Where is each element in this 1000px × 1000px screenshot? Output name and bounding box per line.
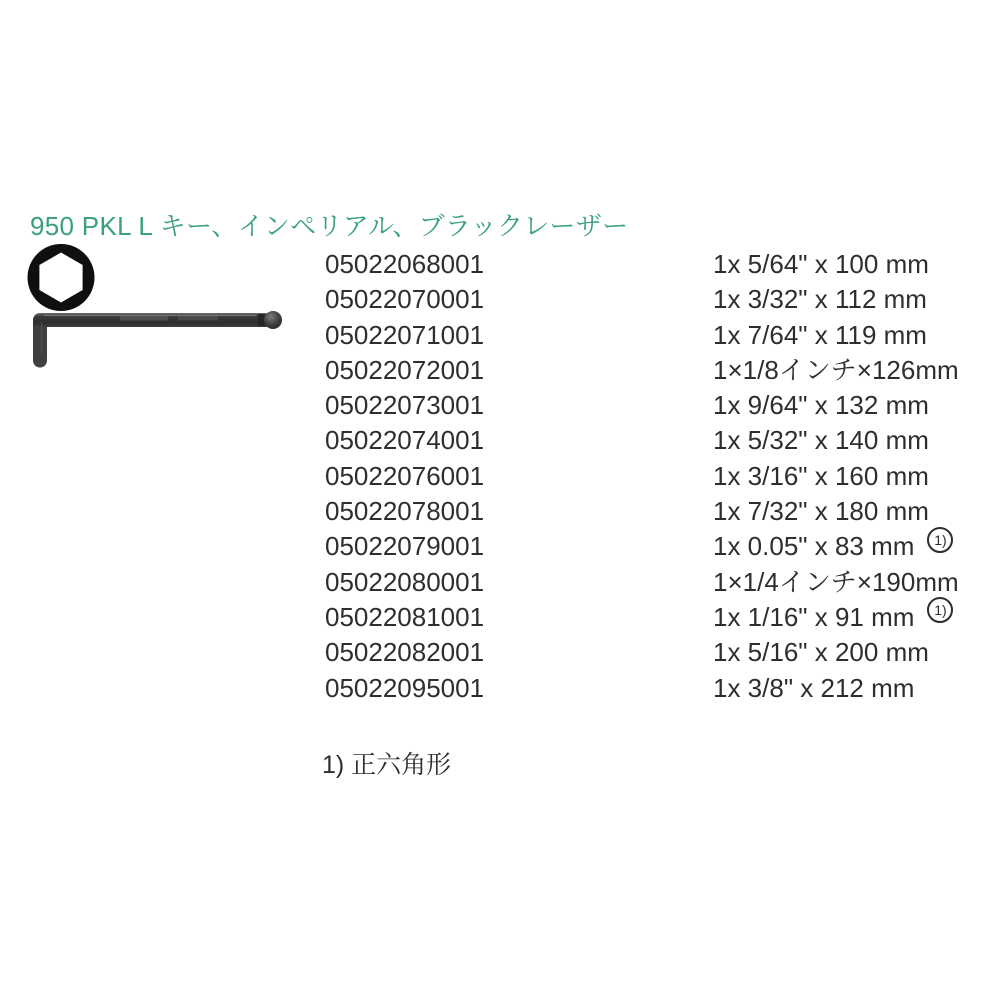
size-label: 1x 3/32" x 112 mm <box>713 284 927 315</box>
table-row <box>0 494 1000 529</box>
table-row <box>0 247 1000 282</box>
article-number: 05022078001 <box>325 496 485 527</box>
table-row <box>0 423 1000 458</box>
table-row <box>0 529 1000 564</box>
table-row <box>0 671 1000 706</box>
article-number: 05022068001 <box>325 249 485 279</box>
size-label: 1×1/8インチ×126mm <box>713 354 959 385</box>
article-number: 05022073001 <box>325 390 485 421</box>
table-row <box>0 565 1000 600</box>
size-label: 1x 9/64" x 132 mm <box>713 390 929 421</box>
table-row <box>0 353 1000 388</box>
size-label: 1x 7/32" x 180 mm <box>713 496 929 527</box>
article-number: 05022081001 <box>325 601 485 632</box>
article-number: 05022079001 <box>325 531 485 562</box>
article-number: 05022095001 <box>325 672 485 703</box>
article-size-table <box>0 247 1000 706</box>
article-number: 05022071001 <box>325 319 485 350</box>
article-number: 05022070001 <box>325 284 485 315</box>
table-row <box>0 282 1000 317</box>
size-label: 1x 5/16" x 200 mm <box>713 637 929 668</box>
page-title: 950 PKL L キー、インペリアル、ブラックレーザー <box>30 211 629 241</box>
article-number: 05022082001 <box>325 637 485 668</box>
size-label: 1x 5/32" x 140 mm <box>713 425 929 456</box>
size-label: 1×1/4インチ×190mm <box>713 566 959 597</box>
size-label: 1x 0.05" x 83 mm 1) <box>713 529 953 564</box>
table-row <box>0 318 1000 353</box>
footnote: 1) 正六角形 <box>322 751 452 779</box>
table-row <box>0 600 1000 635</box>
footnote-marker-badge: 1) <box>927 527 953 553</box>
size-label: 1x 7/64" x 119 mm <box>713 319 927 350</box>
article-number: 05022080001 <box>325 566 485 597</box>
table-row <box>0 635 1000 670</box>
article-number: 05022076001 <box>325 460 485 491</box>
size-label: 1x 5/64" x 100 mm <box>713 249 929 279</box>
table-row <box>0 388 1000 423</box>
size-label: 1x 1/16" x 91 mm 1) <box>713 600 953 635</box>
footnote-marker-badge: 1) <box>927 597 953 623</box>
size-label: 1x 3/16" x 160 mm <box>713 460 929 491</box>
table-row <box>0 459 1000 494</box>
article-number: 05022074001 <box>325 425 485 456</box>
article-number: 05022072001 <box>325 354 485 385</box>
size-label: 1x 3/8" x 212 mm <box>713 672 915 703</box>
